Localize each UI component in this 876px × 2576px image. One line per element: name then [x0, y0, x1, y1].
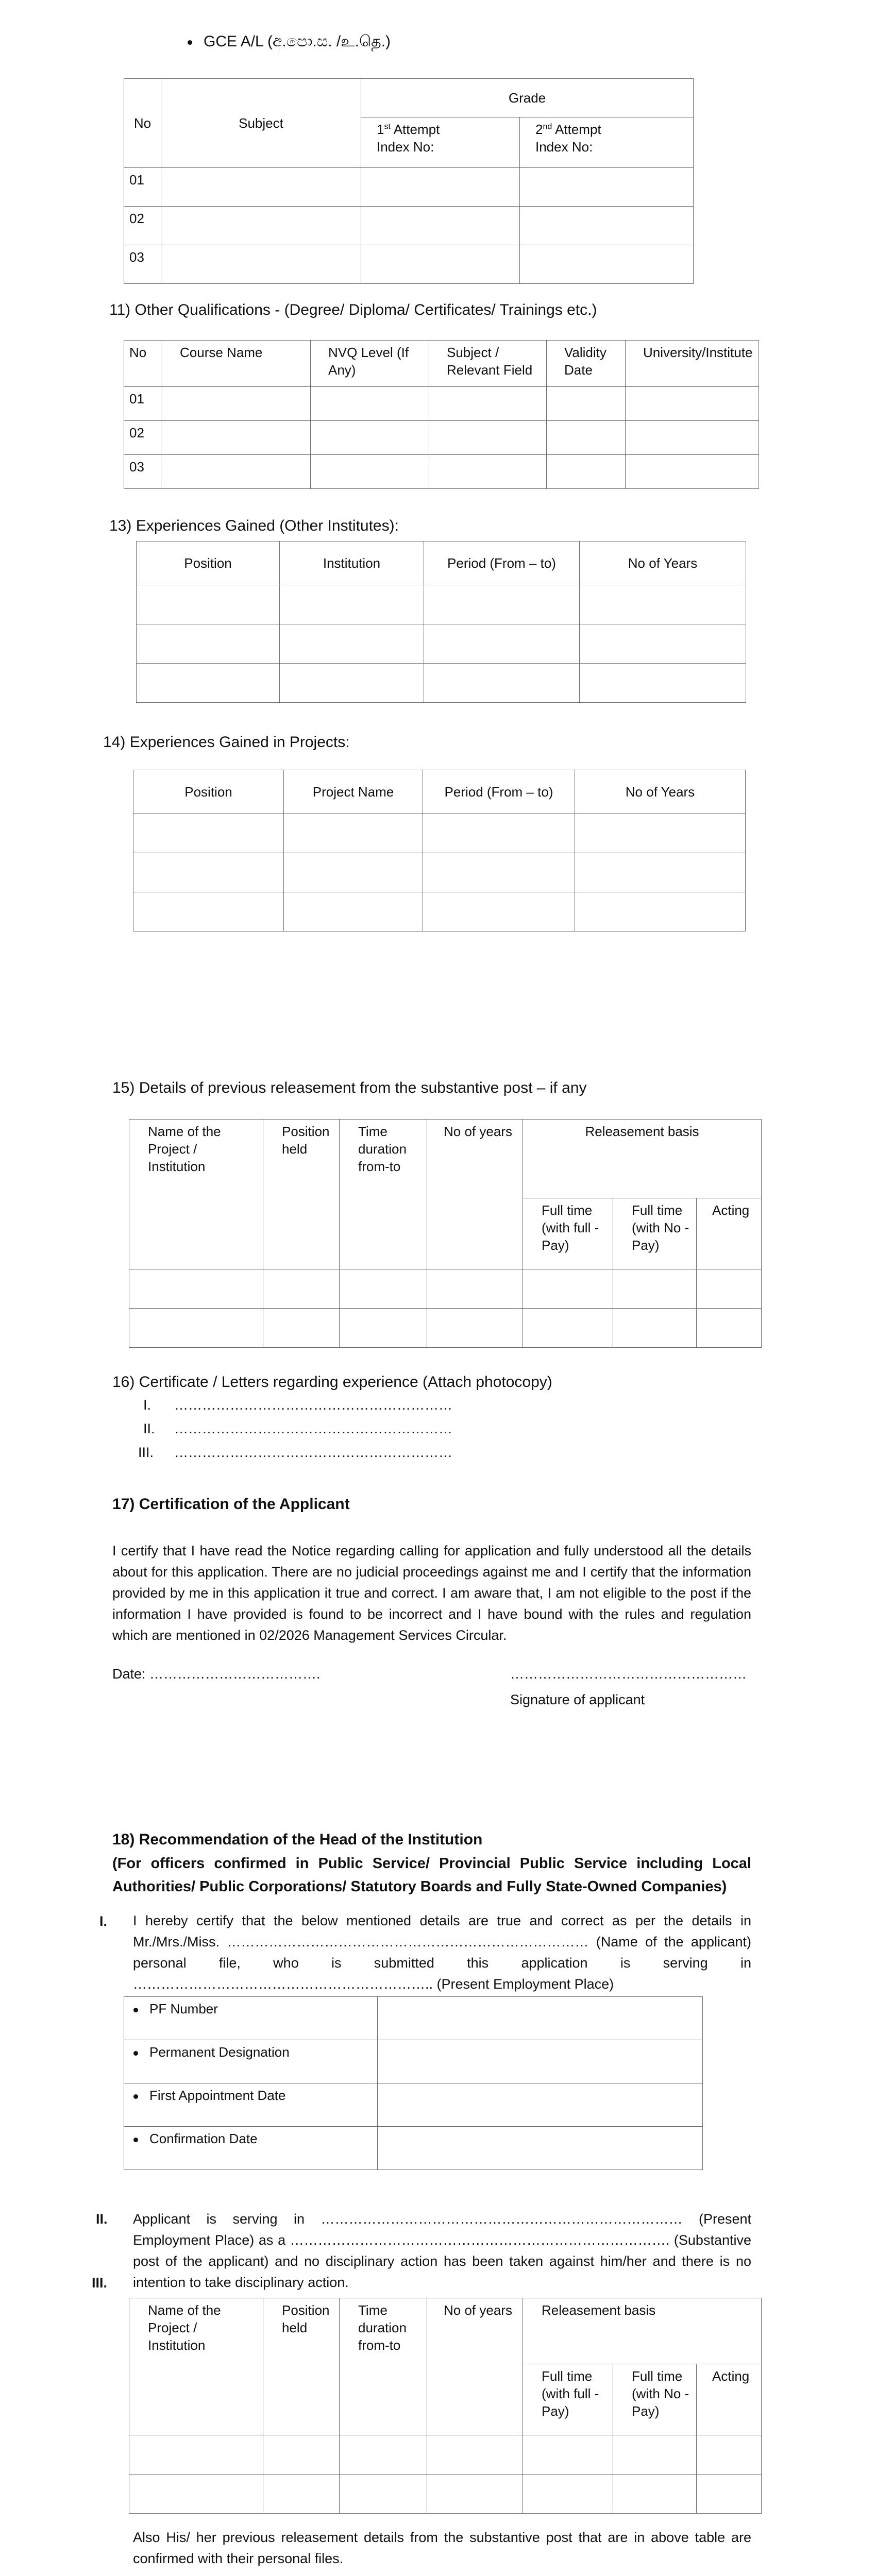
table-row: [124, 455, 759, 489]
recommendation-iii-text: Also His/ her previous releasement details from the substantive post that are in above table are confirmed with their personal files.: [133, 2530, 751, 2566]
university-cell[interactable]: [626, 455, 759, 489]
position-cell[interactable]: [133, 892, 284, 931]
attempt-2-cell[interactable]: [520, 245, 694, 284]
recommendation-subheading: (For officers confirmed in Public Service/ Provincial Public Service including Local Authorities/ Public Corporations/ Statutory Boards and Fully State-Owned Companies): [112, 1855, 751, 1895]
cell[interactable]: [427, 2475, 523, 2514]
table-row: [124, 207, 694, 245]
table-row: [129, 1269, 762, 1309]
cell[interactable]: [263, 1309, 340, 1348]
table-row: [133, 853, 746, 892]
position-cell[interactable]: [137, 585, 280, 624]
header-project-name: Name of the Project / Institution: [129, 1120, 263, 1269]
years-cell[interactable]: [580, 624, 746, 664]
header-grade: Grade: [361, 79, 694, 117]
header-institution: Institution: [280, 541, 424, 585]
field-label: Permanent Designation: [124, 2040, 378, 2083]
years-cell[interactable]: [575, 814, 746, 853]
experience-other-table: [136, 541, 746, 703]
certificate-item-3: III. ……………………………………………………: [138, 1445, 452, 1460]
header-time-duration: Time duration from-to: [340, 1120, 427, 1269]
cell[interactable]: [697, 2475, 762, 2514]
period-cell[interactable]: [424, 585, 580, 624]
header-years: No of years: [427, 1120, 523, 1269]
years-cell[interactable]: [580, 585, 746, 624]
course-cell[interactable]: [161, 421, 311, 455]
validity-cell[interactable]: [547, 421, 626, 455]
roman-numeral: II.: [96, 2211, 108, 2227]
gce-al-label: GCE A/L (අ.පො.ස. /உ.தெ.): [188, 32, 391, 52]
recommendation-i-text: I hereby certify that the below mentioned details are true and correct as per the details in Mr./Mrs./Miss. …………………………………………………………………… (Name of the applicant) personal file, who is submitted this application is serving in ……………………………………………………….. (Present Employment Place): [133, 1913, 751, 1992]
table-row: [129, 1309, 762, 1348]
cell[interactable]: [523, 2435, 613, 2475]
bullet-icon: [133, 2051, 138, 2056]
project-cell[interactable]: [284, 814, 423, 853]
period-cell[interactable]: [424, 664, 580, 703]
applicant-certification-heading: 17) Certification of the Applicant: [112, 1496, 350, 1513]
roman-numeral: III.: [92, 2275, 108, 2291]
cell[interactable]: [129, 1309, 263, 1348]
nvq-cell[interactable]: [311, 455, 429, 489]
header-validity-date: Validity Date: [547, 341, 626, 387]
cell[interactable]: [263, 2475, 340, 2514]
header-no: No: [124, 79, 161, 168]
table-row: [124, 387, 759, 421]
field-cell[interactable]: [429, 455, 547, 489]
cell[interactable]: [523, 2475, 613, 2514]
institution-cell[interactable]: [280, 624, 424, 664]
header-releasement-basis: Releasement basis: [523, 2298, 762, 2364]
header-full-pay: Full time (with full - Pay): [523, 2364, 613, 2435]
header-nvq-level: NVQ Level (If Any): [311, 341, 429, 387]
cell[interactable]: [523, 1309, 613, 1348]
row-number: 01: [124, 387, 161, 421]
confirmation-date-cell[interactable]: [378, 2127, 703, 2170]
attempt-2-cell[interactable]: [520, 168, 694, 207]
applicant-signature-label: Signature of applicant: [510, 1692, 645, 1707]
validity-cell[interactable]: [547, 387, 626, 421]
header-no-pay: Full time (with No - Pay): [613, 1198, 697, 1269]
release-confirmation-table: [129, 2298, 762, 2514]
bullet-icon: [133, 2008, 138, 2012]
cell[interactable]: [697, 1309, 762, 1348]
table-row: [124, 168, 694, 207]
header-attempt-2: 2nd Attempt Index No:: [520, 117, 694, 168]
cell[interactable]: [340, 1269, 427, 1309]
university-cell[interactable]: [626, 421, 759, 455]
period-cell[interactable]: [424, 624, 580, 664]
table-row: [129, 2475, 762, 2514]
institution-cell[interactable]: [280, 664, 424, 703]
header-position: Position held: [263, 2298, 340, 2435]
designation-cell[interactable]: [378, 2040, 703, 2083]
header-no: No: [124, 341, 161, 387]
cell[interactable]: [129, 2435, 263, 2475]
row-number: 03: [124, 245, 161, 284]
table-row: [133, 892, 746, 931]
cell[interactable]: [129, 1269, 263, 1309]
recommendation-heading: 18) Recommendation of the Head of the Institution: [112, 1831, 483, 1848]
pf-number-cell[interactable]: [378, 1997, 703, 2040]
cell[interactable]: [523, 1269, 613, 1309]
cell[interactable]: [340, 1309, 427, 1348]
position-cell[interactable]: [133, 814, 284, 853]
table-row: [137, 664, 746, 703]
row-number: 03: [124, 455, 161, 489]
course-cell[interactable]: [161, 455, 311, 489]
header-years: No of Years: [580, 541, 746, 585]
header-course-name: Course Name: [161, 341, 311, 387]
cell[interactable]: [340, 2475, 427, 2514]
field-label: Confirmation Date: [124, 2127, 378, 2170]
subject-cell[interactable]: [161, 245, 361, 284]
subject-cell[interactable]: [161, 168, 361, 207]
row-number: 02: [124, 421, 161, 455]
cell[interactable]: [263, 2435, 340, 2475]
header-university: University/Institute: [626, 341, 759, 387]
header-position: Position: [133, 770, 284, 814]
release-heading: 15) Details of previous releasement from the substantive post – if any: [112, 1079, 587, 1096]
recommendation-ii-text: Applicant is serving in …………………………………………………………………… (Present Employment Place) as a ………………………………………………………………………. (Substantive post of the applicant) and no disciplinary action has been taken against him/her and there is no intention to take disciplinary action.: [133, 2211, 751, 2290]
field-label: First Appointment Date: [124, 2083, 378, 2127]
years-cell[interactable]: [575, 892, 746, 931]
certificate-item-2: II. ……………………………………………………: [143, 1421, 452, 1436]
university-cell[interactable]: [626, 387, 759, 421]
table-row: [137, 624, 746, 664]
release-table: [129, 1119, 762, 1348]
header-subject-field: Subject / Relevant Field: [429, 341, 547, 387]
header-attempt-1: 1st Attempt Index No:: [361, 117, 520, 168]
cell[interactable]: [263, 1269, 340, 1309]
validity-cell[interactable]: [547, 455, 626, 489]
position-cell[interactable]: [133, 853, 284, 892]
cell[interactable]: [340, 2435, 427, 2475]
course-cell[interactable]: [161, 387, 311, 421]
row-number: 01: [124, 168, 161, 207]
period-cell[interactable]: [423, 892, 575, 931]
header-full-pay: Full time (with full - Pay): [523, 1198, 613, 1269]
cell[interactable]: [613, 1309, 697, 1348]
table-row: [124, 245, 694, 284]
cell[interactable]: [697, 2435, 762, 2475]
years-cell[interactable]: [580, 664, 746, 703]
cell[interactable]: [427, 2435, 523, 2475]
cell[interactable]: [129, 2475, 263, 2514]
project-cell[interactable]: [284, 892, 423, 931]
nvq-cell[interactable]: [311, 421, 429, 455]
attempt-1-cell[interactable]: [361, 207, 520, 245]
table-row: [129, 2435, 762, 2475]
header-years: No of years: [427, 2298, 523, 2435]
header-position: Position: [137, 541, 280, 585]
nvq-cell[interactable]: [311, 387, 429, 421]
cell[interactable]: [613, 2435, 697, 2475]
header-time-duration: Time duration from-to: [340, 2298, 427, 2435]
attempt-2-cell[interactable]: [520, 207, 694, 245]
gce-al-table: [124, 78, 694, 284]
experience-projects-table: [133, 770, 746, 931]
table-row: [133, 814, 746, 853]
subject-cell[interactable]: [161, 207, 361, 245]
field-cell[interactable]: [429, 387, 547, 421]
bullet-icon: [133, 2138, 138, 2142]
bullet-icon: [133, 2094, 138, 2099]
other-qualifications-table: [124, 340, 759, 489]
header-project-name: Name of the Project / Institution: [129, 2298, 263, 2435]
certificates-heading: 16) Certificate / Letters regarding experience (Attach photocopy): [112, 1374, 552, 1391]
applicant-date: Date: ……………………………….: [112, 1666, 321, 1682]
bullet-icon: [188, 40, 192, 45]
other-qualifications-heading: 11) Other Qualifications - (Degree/ Diploma/ Certificates/ Trainings etc.): [109, 301, 597, 318]
cell[interactable]: [613, 2475, 697, 2514]
header-period: Period (From – to): [424, 541, 580, 585]
header-project-name: Project Name: [284, 770, 423, 814]
field-label: PF Number: [124, 1997, 378, 2040]
header-period: Period (From – to): [423, 770, 575, 814]
cell[interactable]: [427, 1309, 523, 1348]
experience-projects-heading: 14) Experiences Gained in Projects:: [103, 734, 350, 751]
cell[interactable]: [697, 1269, 762, 1309]
experience-other-heading: 13) Experiences Gained (Other Institutes):: [109, 517, 399, 534]
row-number: 02: [124, 207, 161, 245]
table-row: [137, 585, 746, 624]
position-cell[interactable]: [137, 664, 280, 703]
roman-numeral: I.: [99, 1913, 108, 1929]
officer-details-table: [124, 1996, 703, 2170]
header-subject: Subject: [161, 79, 361, 168]
institution-cell[interactable]: [280, 585, 424, 624]
appointment-date-cell[interactable]: [378, 2083, 703, 2127]
header-acting: Acting: [697, 2364, 762, 2435]
project-cell[interactable]: [284, 853, 423, 892]
header-no-pay: Full time (with No - Pay): [613, 2364, 697, 2435]
period-cell[interactable]: [423, 853, 575, 892]
header-acting: Acting: [697, 1198, 762, 1269]
years-cell[interactable]: [575, 853, 746, 892]
header-years: No of Years: [575, 770, 746, 814]
attempt-1-cell[interactable]: [361, 245, 520, 284]
cell[interactable]: [613, 1269, 697, 1309]
position-cell[interactable]: [137, 624, 280, 664]
attempt-1-cell[interactable]: [361, 168, 520, 207]
period-cell[interactable]: [423, 814, 575, 853]
header-releasement-basis: Releasement basis: [523, 1120, 762, 1198]
field-cell[interactable]: [429, 421, 547, 455]
applicant-certification-text: I certify that I have read the Notice regarding calling for application and fully understood all the details about for this application. There are no judicial proceedings against me and I certify that the information provided by me in this application it true and correct. I am aware that, I am not eligible to the post if the information I have provided is found to be incorrect and I have bound with the rules and regulation which are mentioned in 02/2026 Management Services Circular.: [112, 1543, 751, 1643]
cell[interactable]: [427, 1269, 523, 1309]
certificate-item-1: I. ……………………………………………………: [143, 1397, 452, 1413]
table-row: [124, 421, 759, 455]
applicant-signature-line: ……………………………………………: [510, 1666, 747, 1682]
header-position: Position held: [263, 1120, 340, 1269]
